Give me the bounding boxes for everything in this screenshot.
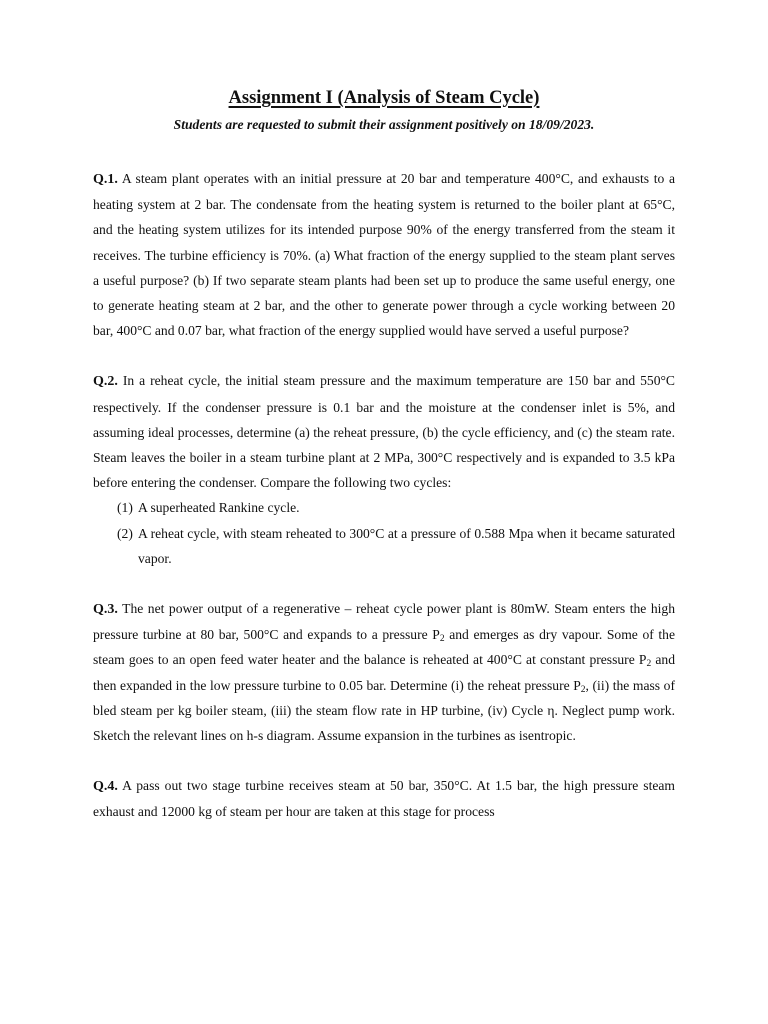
question-label: Q.1. bbox=[93, 172, 118, 187]
question-text: In a reheat cycle, the initial steam pressure and the maximum temperature are 150 bar and 550°C respectively. If the condenser pressure is 0.1 bar and the moisture at the condenser inlet is 5%, and assuming ideal processes, determine (a) the reheat pressure, (b) the cycle efficiency, and (c) the steam rate. Steam leaves the boiler in a steam turbine plant at 2 MPa, 300°C respectively and is expanded to 3.5 kPa before entering the condenser. Compare the following two cycles: bbox=[93, 373, 675, 491]
list-item-number: (1) bbox=[117, 500, 133, 516]
question-label: Q.2. bbox=[93, 374, 118, 390]
question-2 bbox=[93, 368, 675, 495]
document-page bbox=[93, 84, 675, 825]
subscript: 2 bbox=[646, 659, 652, 670]
question-label: Q.3. bbox=[93, 602, 118, 618]
list-item-text: A superheated Rankine cycle. bbox=[138, 500, 300, 516]
question-text-part: , (ii) the mass of bled steam per kg boiler steam, (iii) the steam flow rate in HP turbine, (iv) Cycle η. Neglect pump work. Sketch the relevant lines on h-s diagram. Assume expansion in the turbines as isentropic. bbox=[93, 677, 675, 744]
question-4 bbox=[93, 773, 675, 824]
list-item-text: A reheat cycle, with steam reheated to 300°C at a pressure of 0.588 Mpa when it became saturated vapor. bbox=[138, 525, 675, 566]
question-2-list bbox=[93, 495, 675, 571]
question-text-part: and then expanded in the low pressure turbine to 0.05 bar. Determine (i) the reheat pressure P bbox=[93, 652, 675, 693]
list-item-number: (2) bbox=[117, 525, 133, 541]
question-text-part: The net power output of a regenerative – reheat cycle power plant is 80mW. Steam enters the high pressure turbine at 80 bar, 500°C and expands to a pressure P bbox=[93, 601, 675, 643]
question-1 bbox=[93, 166, 675, 343]
question-text: A steam plant operates with an initial pressure at 20 bar and temperature 400°C, and exhausts to a heating system at 2 bar. The condensate from the heating system is returned to the boiler plant at 65°C, and the heating system utilizes for its intended purpose 90% of the energy transferred from the steam it receives. The turbine efficiency is 70%. (a) What fraction of the energy supplied to the steam plant serves a useful purpose? (b) If two separate steam plants had been set up to produce the same useful energy, one to generate heating steam at 2 bar, and the other to generate power through a cycle working between 20 bar, 400°C and 0.07 bar, what fraction of the energy supplied would have served a useful purpose? bbox=[93, 171, 675, 339]
question-text-part: and emerges as dry vapour. Some of the steam goes to an open feed water heater and the balance is reheated at 400°C at constant pressure P bbox=[93, 627, 676, 668]
page-title: Assignment I (Analysis of Steam Cycle) bbox=[228, 88, 540, 108]
question-3 bbox=[93, 596, 675, 748]
question-label: Q.4. bbox=[93, 779, 118, 795]
list-item bbox=[93, 495, 675, 520]
question-text: A pass out two stage turbine receives steam at 50 bar, 350°C. At 1.5 bar, the high pressure steam exhaust and 12000 kg of steam per hour are taken at this stage for process bbox=[93, 778, 675, 820]
submission-note: Students are requested to submit their assignment positively on 18/09/2023. bbox=[173, 117, 595, 132]
subscript: 2 bbox=[580, 684, 586, 695]
subscript: 2 bbox=[439, 634, 445, 645]
list-item bbox=[93, 521, 675, 571]
